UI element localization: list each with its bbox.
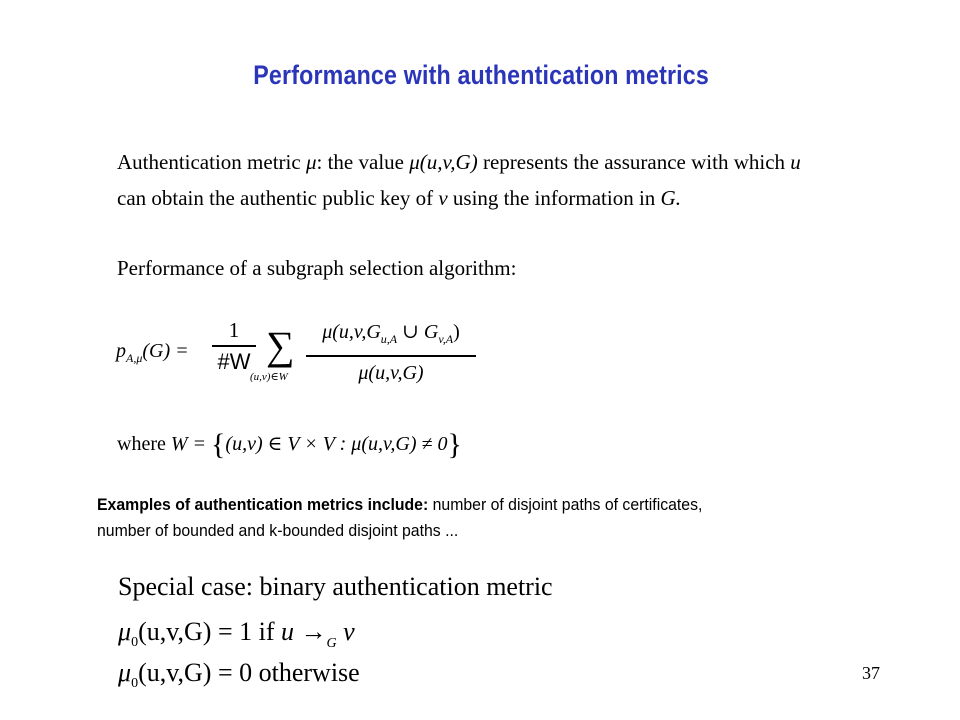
arrow-symbol: →	[300, 617, 327, 646]
mu0-symbol-2: μ	[118, 658, 132, 687]
mu0-subscript-2: 0	[131, 676, 139, 691]
definition-text-b: represents the assurance with which	[482, 150, 786, 174]
definition-colon: :	[316, 150, 323, 174]
formula-lhs-rest: (G) =	[142, 340, 189, 362]
where-word: where	[117, 433, 166, 455]
fraction-1-bar	[212, 345, 256, 347]
formula-lhs	[116, 340, 189, 366]
where-lhs: W =	[170, 433, 207, 455]
numerator-close: )	[453, 321, 460, 343]
numerator-sub-1: u,A	[380, 332, 398, 346]
mu0-subscript: 0	[131, 635, 139, 650]
fraction-2-bar	[306, 355, 476, 357]
slide-title: Performance with authentication metrics	[253, 60, 709, 90]
fraction-2-denominator	[306, 361, 476, 385]
numerator-union: ∪ G	[397, 321, 439, 343]
formula-fraction-2	[306, 320, 476, 385]
definition-text-d: using the information in	[452, 186, 656, 210]
definition-term: Authentication metric	[117, 150, 301, 174]
mu0-symbol: μ	[118, 617, 132, 646]
definition-function: μ(u,v,G)	[409, 150, 478, 174]
page-number: 37	[862, 663, 880, 683]
mu0-v: v	[343, 617, 355, 646]
where-close-brace: }	[447, 428, 462, 461]
formula-p-subscript: A,μ	[126, 351, 143, 365]
sum-subscript: (u,v)∈W	[250, 371, 288, 383]
definition-line-1	[117, 150, 801, 175]
where-body: (u,v) ∈ V × V : μ(u,v,G) ≠ 0	[225, 433, 448, 455]
where-line	[117, 428, 462, 462]
denominator-mu: μ(u,v,G)	[358, 361, 424, 384]
performance-formula	[116, 318, 486, 398]
where-open-brace: {	[211, 428, 226, 461]
definition-text-c: can obtain the authentic public key of	[117, 186, 434, 210]
examples-paragraph	[97, 492, 748, 544]
sum-symbol: ∑	[266, 323, 295, 368]
definition-u: u	[790, 150, 801, 174]
definition-text-a: the value	[327, 150, 404, 174]
mu0-line-2	[118, 658, 360, 692]
examples-text: number of disjoint paths of certificates, number of bounded and k-bounded disjoint paths ...	[97, 495, 703, 540]
formula-fraction-1	[212, 318, 256, 374]
numerator-mu: μ(u,v,G	[322, 321, 381, 343]
special-case-heading: Special case: binary authentication metric	[118, 572, 553, 601]
performance-heading: Performance of a subgraph selection algorithm:	[117, 256, 517, 280]
mu-symbol: μ	[305, 150, 317, 174]
mu0-line-1-text: (u,v,G) = 1 if	[138, 617, 275, 646]
formula-p: p	[116, 340, 126, 362]
mu0-line-2-text: (u,v,G) = 0 otherwise	[138, 658, 360, 687]
fraction-2-numerator	[306, 320, 476, 351]
mu0-u: u	[281, 617, 295, 646]
definition-G: G.	[660, 186, 681, 210]
fraction-1-numerator: 1	[228, 318, 240, 342]
arrow-subscript: G	[326, 636, 337, 651]
definition-v: v	[438, 186, 448, 210]
numerator-sub-2: v,A	[438, 332, 454, 346]
fraction-1-denominator: #W	[217, 348, 251, 374]
definition-line-2	[117, 186, 681, 211]
examples-lead: Examples of authentication metrics include:	[97, 495, 429, 514]
mu0-line-1	[118, 617, 355, 652]
